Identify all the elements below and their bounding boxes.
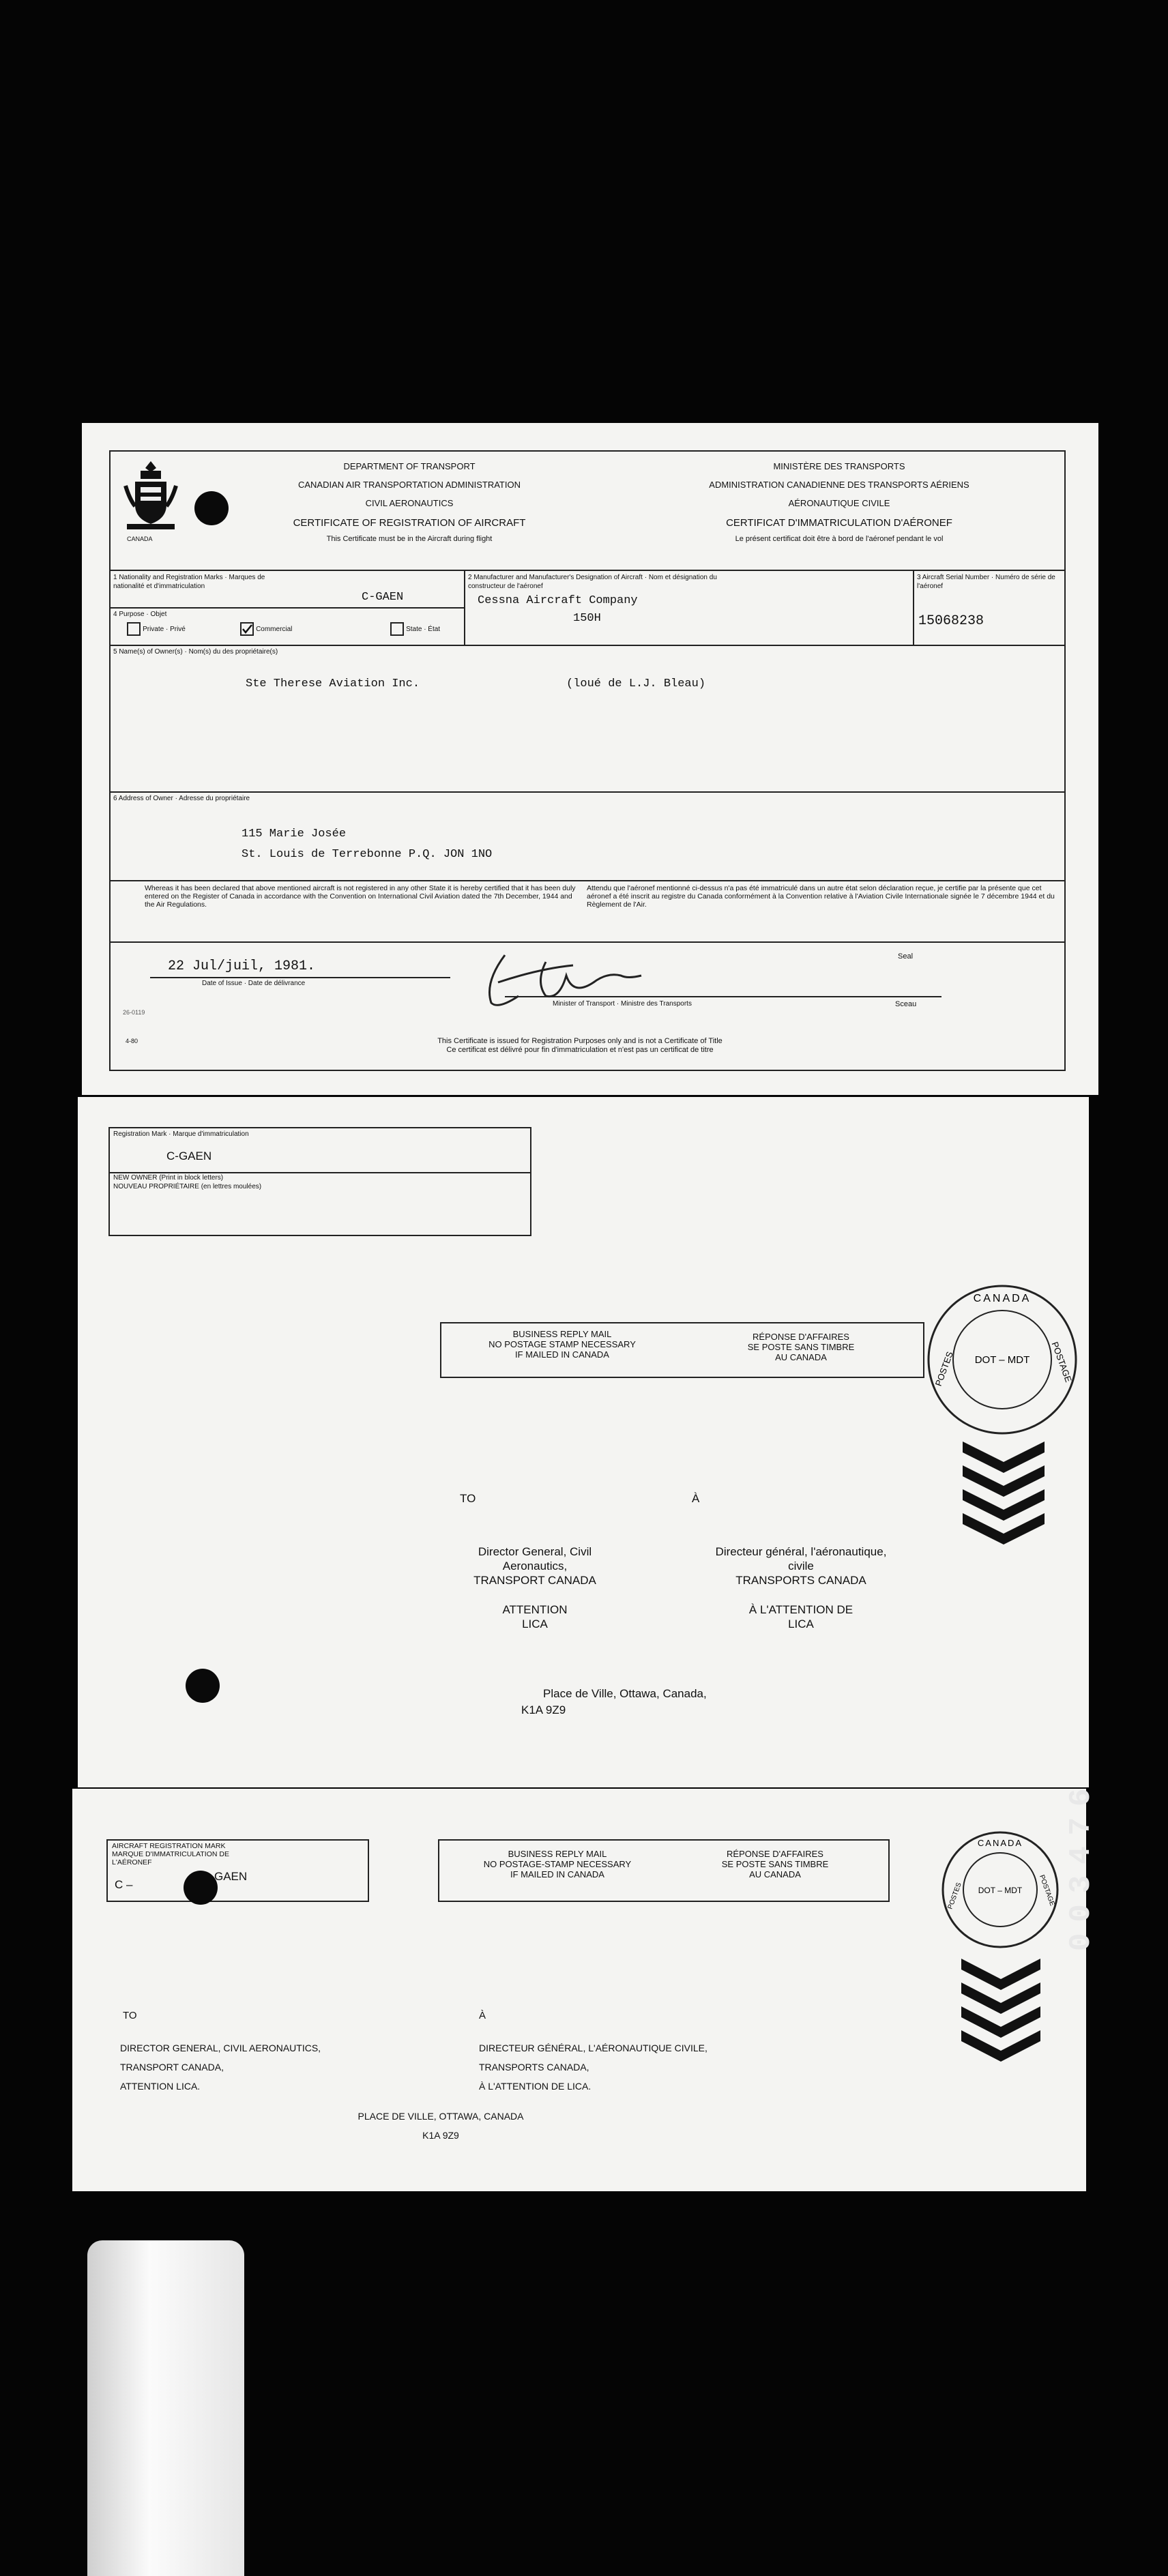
stamp-center-text: DOT – MDT <box>974 1354 1030 1366</box>
reply-card-2 <box>72 1789 1086 2191</box>
carry-notice-en: This Certificate must be in the Aircraft during flight <box>326 535 493 543</box>
chevron-stack-icon <box>959 1438 1048 1547</box>
city-line-2: K1A 9Z9 <box>521 1703 566 1716</box>
certificate-page <box>82 423 1098 1095</box>
reg-label-line-1: AIRCRAFT REGISTRATION MARK <box>112 1842 226 1850</box>
new-owner-label: NEW OWNER (Print in block letters) <box>113 1174 224 1182</box>
stamp-left-text: POSTES <box>933 1350 955 1388</box>
brm-en-line-3: IF MAILED IN CANADA <box>510 1869 604 1879</box>
reg-label-line-2: MARQUE D'IMMATRICULATION DE <box>112 1850 229 1858</box>
city-line-1: PLACE DE VILLE, OTTAWA, CANADA <box>357 2111 524 2122</box>
city-line-2: K1A 9Z9 <box>422 2130 459 2141</box>
stamp-left-text: POSTES <box>946 1882 963 1911</box>
city <box>304 2107 577 2145</box>
film-leader <box>87 2240 244 2576</box>
brm-fr-line-1: RÉPONSE D'AFFAIRES <box>727 1849 823 1859</box>
model: 150H <box>573 612 601 625</box>
brm-en <box>445 1849 670 1879</box>
attention-fr-line-2: LICA <box>788 1618 814 1630</box>
punch-hole <box>184 1871 218 1905</box>
purpose-commercial-label: Commercial <box>256 625 293 633</box>
purpose-private-label: Private · Privé <box>143 625 186 633</box>
brm-fr-line-3: AU CANADA <box>749 1869 801 1879</box>
whereas-text-fr: Attendu que l'aéronef mentionné ci-dessus n'a pas été immatriculé dans un autre état selon déclaration reçue, je certifie par la présente que cet aéronef a été inscrit au registre du Canada conformément à la Convention relative à l'Aviation Civile Internationale signée le 7 décembre 1944 et du Règlement de l'Air. <box>587 884 1055 909</box>
postage-stamp-icon <box>939 1828 1062 1951</box>
to-label-en: TO <box>460 1492 476 1505</box>
purpose-commercial-checkbox <box>240 622 254 636</box>
disclaimer <box>341 1037 819 1055</box>
address-line-1: 115 Marie Josée <box>242 828 347 840</box>
owner-name: Ste Therese Aviation Inc. <box>246 677 420 690</box>
brm-en-line-1: BUSINESS REPLY MAIL <box>508 1849 607 1859</box>
field-2-label: 2 Manufacturer and Manufacturer's Designation of Aircraft · Nom et désignation du constructeur de l'aéronef <box>468 574 717 590</box>
divider <box>109 607 464 609</box>
field-4-label: 4 Purpose · Objet <box>113 611 167 618</box>
branch-name-fr: AÉRONAUTIQUE CIVILE <box>788 498 890 508</box>
disclaimer-en: This Certificate is issued for Registration Purposes only and is not a Certificate of Title <box>437 1037 722 1045</box>
admin-name-en: CANADIAN AIR TRANSPORTATION ADMINISTRATION <box>297 480 521 490</box>
address-fr <box>678 1545 924 1631</box>
purpose-private <box>127 622 186 636</box>
seal-label-fr: Sceau <box>895 1000 917 1008</box>
carry-notice-fr: Le présent certificat doit être à bord de l'aéronef pendant le vol <box>735 535 944 543</box>
punch-hole <box>194 491 229 525</box>
address-en-line-2: TRANSPORT CANADA, <box>120 2062 224 2073</box>
whereas-text-en: Whereas it has been declared that above mentioned aircraft is not registered in any other State it is hereby certified that it has been duly entered on the Register of Canada in accordance with the Convention on International Civil Aviation dated the 7th December, 1944 and the Air Regulations. <box>145 884 576 909</box>
address-fr <box>479 2038 707 2096</box>
attention-en-line-2: LICA <box>522 1618 548 1630</box>
owner-note: (loué de L.J. Bleau) <box>566 677 706 690</box>
brm-en-line-2: NO POSTAGE STAMP NECESSARY <box>488 1339 636 1349</box>
admin-name-fr: ADMINISTRATION CANADIENNE DES TRANSPORTS AÉRIENS <box>709 480 969 490</box>
coat-of-arms-icon <box>120 458 181 533</box>
reg-mark-label: Registration Mark · Marque d'immatriculation <box>113 1130 249 1138</box>
divider <box>109 791 1066 793</box>
address-en-line-3: TRANSPORT CANADA <box>473 1574 596 1587</box>
divider <box>109 570 1066 571</box>
divider <box>109 645 1066 646</box>
dept-header-en <box>239 461 580 544</box>
divider <box>913 570 914 645</box>
field-5-label: 5 Name(s) of Owner(s) · Nom(s) du des propriétaire(s) <box>113 648 278 656</box>
certificate-title-fr: CERTIFICAT D'IMMATRICULATION D'AÉRONEF <box>726 517 952 529</box>
attention-en-line-1: ATTENTION <box>502 1603 568 1616</box>
brm-en-line-1: BUSINESS REPLY MAIL <box>512 1329 612 1339</box>
issue-date: 22 Jul/juil, 1981. <box>168 958 316 974</box>
address-en <box>433 1545 637 1631</box>
microfilm-number: 003476 <box>1064 1777 1098 1951</box>
form-date: 4-80 <box>126 1038 138 1044</box>
address-fr-line-1: Directeur général, l'aéronautique, <box>715 1545 887 1558</box>
address-en <box>120 2038 321 2096</box>
country-label: CANADA <box>127 536 153 542</box>
reg-prefix: C – <box>115 1878 133 1891</box>
purpose-private-checkbox <box>127 622 141 636</box>
brm-fr-line-2: SE POSTE SANS TIMBRE <box>747 1342 855 1352</box>
dept-name-fr: MINISTÈRE DES TRANSPORTS <box>773 461 905 471</box>
purpose-state-label: State · État <box>406 625 441 633</box>
field-3-label: 3 Aircraft Serial Number · Numéro de série de l'aéronef <box>917 574 1055 590</box>
brm-en-line-3: IF MAILED IN CANADA <box>515 1349 609 1360</box>
signature-line <box>505 996 941 997</box>
dept-header-fr <box>641 461 1037 544</box>
divider <box>109 880 1066 881</box>
registration-mark: C-GAEN <box>362 591 404 604</box>
address-en-line-2: Aeronautics, <box>502 1560 568 1572</box>
address-fr-line-3: À L'ATTENTION DE LICA. <box>479 2081 592 2092</box>
to-label-fr: À <box>692 1492 700 1505</box>
dept-name-en: DEPARTMENT OF TRANSPORT <box>343 461 476 471</box>
field-6-label: 6 Address of Owner · Adresse du propriétaire <box>113 795 250 802</box>
punch-hole <box>186 1669 220 1703</box>
field-1-label: 1 Nationality and Registration Marks · Marques de nationalité et d'immatriculation <box>113 574 265 590</box>
reply-card-1 <box>78 1097 1089 1787</box>
seal-label-en: Seal <box>898 952 914 961</box>
brm-en <box>446 1329 678 1360</box>
address-fr-line-1: DIRECTEUR GÉNÉRAL, L'AÉRONAUTIQUE CIVILE, <box>479 2043 707 2053</box>
address-en-line-3: ATTENTION LICA. <box>120 2081 201 2092</box>
brm-fr <box>673 1849 877 1879</box>
brm-fr-line-3: AU CANADA <box>775 1352 827 1362</box>
manufacturer: Cessna Aircraft Company <box>478 594 638 607</box>
reg-value: GAEN <box>214 1870 248 1883</box>
brm-fr-line-2: SE POSTE SANS TIMBRE <box>721 1859 829 1869</box>
purpose-commercial <box>240 622 292 636</box>
to-label-en: TO <box>123 2010 137 2021</box>
address-fr-line-2: TRANSPORTS CANADA, <box>479 2062 589 2073</box>
reg-mark-value: C-GAEN <box>166 1150 212 1162</box>
stamp-top-text: CANADA <box>973 1293 1032 1304</box>
stamp-top-text: CANADA <box>977 1838 1023 1848</box>
stamp-center-text: DOT – MDT <box>978 1886 1023 1895</box>
brm-en-line-2: NO POSTAGE-STAMP NECESSARY <box>483 1859 632 1869</box>
divider <box>464 570 465 645</box>
brm-fr <box>692 1332 910 1362</box>
new-owner-label-fr: NOUVEAU PROPRIÉTAIRE (en lettres moulées) <box>113 1183 262 1190</box>
postage-stamp-icon <box>924 1281 1081 1438</box>
brm-fr-line-1: RÉPONSE D'AFFAIRES <box>753 1332 849 1342</box>
disclaimer-fr: Ce certificat est délivré pour fin d'immatriculation et n'est pas un certificat de titre <box>446 1046 714 1054</box>
address-fr-line-2: civile <box>788 1560 814 1572</box>
form-number: 26-0119 <box>123 1009 145 1016</box>
address-en-line-1: DIRECTOR GENERAL, CIVIL AERONAUTICS, <box>120 2043 321 2053</box>
certificate-title-en: CERTIFICATE OF REGISTRATION OF AIRCRAFT <box>293 517 526 529</box>
reg-label-line-3: L'AÉRONEF <box>112 1858 152 1867</box>
address-en-line-1: Director General, Civil <box>478 1545 592 1558</box>
minister-label: Minister of Transport · Ministre des Transports <box>553 1000 692 1008</box>
issue-date-line <box>150 977 450 978</box>
stamp-right-text: POSTAGE <box>1049 1340 1074 1384</box>
reg-label <box>112 1842 229 1867</box>
address-line-2: St. Louis de Terrebonne P.Q. JON 1NO <box>242 848 493 861</box>
purpose-state <box>390 622 440 636</box>
to-label-fr: À <box>479 2010 486 2021</box>
issue-date-label: Date of Issue · Date de délivrance <box>202 980 306 987</box>
stamp-right-text: POSTAGE <box>1038 1873 1056 1907</box>
attention-fr-line-1: À L'ATTENTION DE <box>748 1603 853 1616</box>
branch-name-en: CIVIL AERONAUTICS <box>365 498 454 508</box>
purpose-state-checkbox <box>390 622 404 636</box>
city-line-1: Place de Ville, Ottawa, Canada, <box>543 1687 707 1700</box>
serial-number: 15068238 <box>918 613 984 629</box>
address-fr-line-3: TRANSPORTS CANADA <box>735 1574 866 1587</box>
chevron-stack-icon <box>958 1955 1043 2064</box>
